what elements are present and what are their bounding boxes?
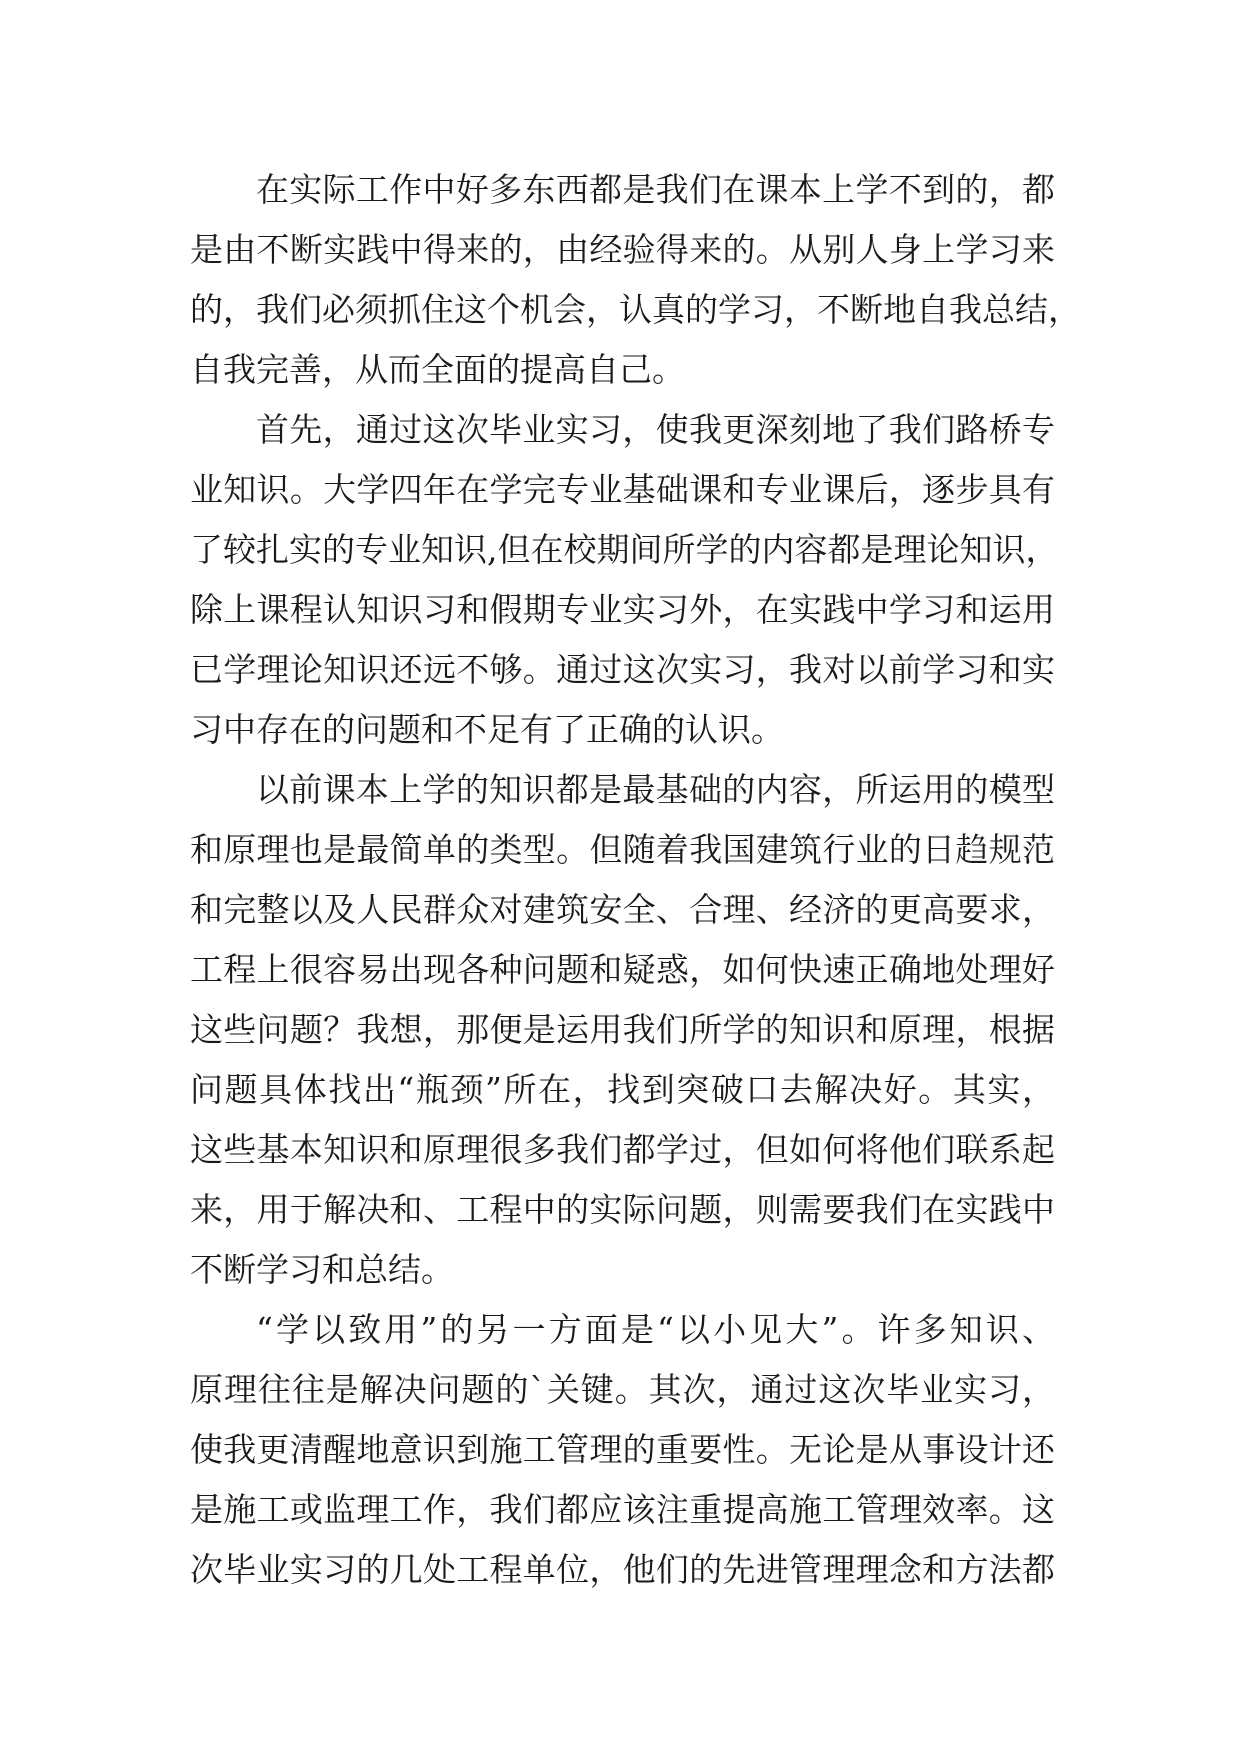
paragraph-3-line-4: 工程上很容易出现各种问题和疑惑，如何快速正确地处理好 <box>190 950 1055 989</box>
paragraph-3-line-6: 问题具体找出“瓶颈”所在，找到突破口去解决好。其实， <box>190 1070 1055 1109</box>
paragraph-3-line-3: 和完整以及人民群众对建筑安全、合理、经济的更高要求， <box>190 890 1055 929</box>
paragraph-1-line-2: 是由不断实践中得来的，由经验得来的。从别人身上学习来 <box>190 230 1055 269</box>
paragraph-3-line-7: 这些基本知识和原理很多我们都学过，但如何将他们联系起 <box>190 1130 1055 1169</box>
paragraph-2-line-1: 首先，通过这次毕业实习，使我更深刻地了我们路桥专 <box>256 410 1055 449</box>
paragraph-4-line-2: 原理往往是解决问题的`关键。其次，通过这次毕业实习， <box>190 1370 1055 1409</box>
paragraph-2-line-2: 业知识。大学四年在学完专业基础课和专业课后，逐步具有 <box>190 470 1055 509</box>
paragraph-3-line-8: 来，用于解决和、工程中的实际问题，则需要我们在实践中 <box>190 1190 1055 1229</box>
paragraph-3-line-5: 这些问题？我想，那便是运用我们所学的知识和原理，根据 <box>190 1010 1055 1049</box>
paragraph-1-line-4: 自我完善，从而全面的提高自己。 <box>190 350 685 389</box>
paragraph-4-line-5: 次毕业实习的几处工程单位，他们的先进管理理念和方法都 <box>190 1550 1055 1589</box>
paragraph-2-line-5: 已学理论知识还远不够。通过这次实习，我对以前学习和实 <box>190 650 1055 689</box>
paragraph-4-line-4: 是施工或监理工作，我们都应该注重提高施工管理效率。这 <box>190 1490 1055 1529</box>
paragraph-1-line-3: 的，我们必须抓住这个机会，认真的学习，不断地自我总结， <box>190 290 1081 329</box>
paragraph-2-line-4: 除上课程认知识习和假期专业实习外，在实践中学习和运用 <box>190 590 1055 629</box>
paragraph-3-line-2: 和原理也是最简单的类型。但随着我国建筑行业的日趋规范 <box>190 830 1055 869</box>
paragraph-3-line-1: 以前课本上学的知识都是最基础的内容，所运用的模型 <box>256 770 1055 809</box>
paragraph-1-line-1: 在实际工作中好多东西都是我们在课本上学不到的，都 <box>256 170 1055 209</box>
paragraph-2-line-6: 习中存在的问题和不足有了正确的认识。 <box>190 710 784 749</box>
paragraph-2-line-3: 了较扎实的专业知识,但在校期间所学的内容都是理论知识， <box>190 530 1059 569</box>
paragraph-3-line-9: 不断学习和总结。 <box>190 1250 454 1289</box>
paragraph-4-line-1: “学以致用”的另一方面是“以小见大”。许多知识、 <box>256 1310 1055 1349</box>
paragraph-4-line-3: 使我更清醒地意识到施工管理的重要性。无论是从事设计还 <box>190 1430 1055 1469</box>
